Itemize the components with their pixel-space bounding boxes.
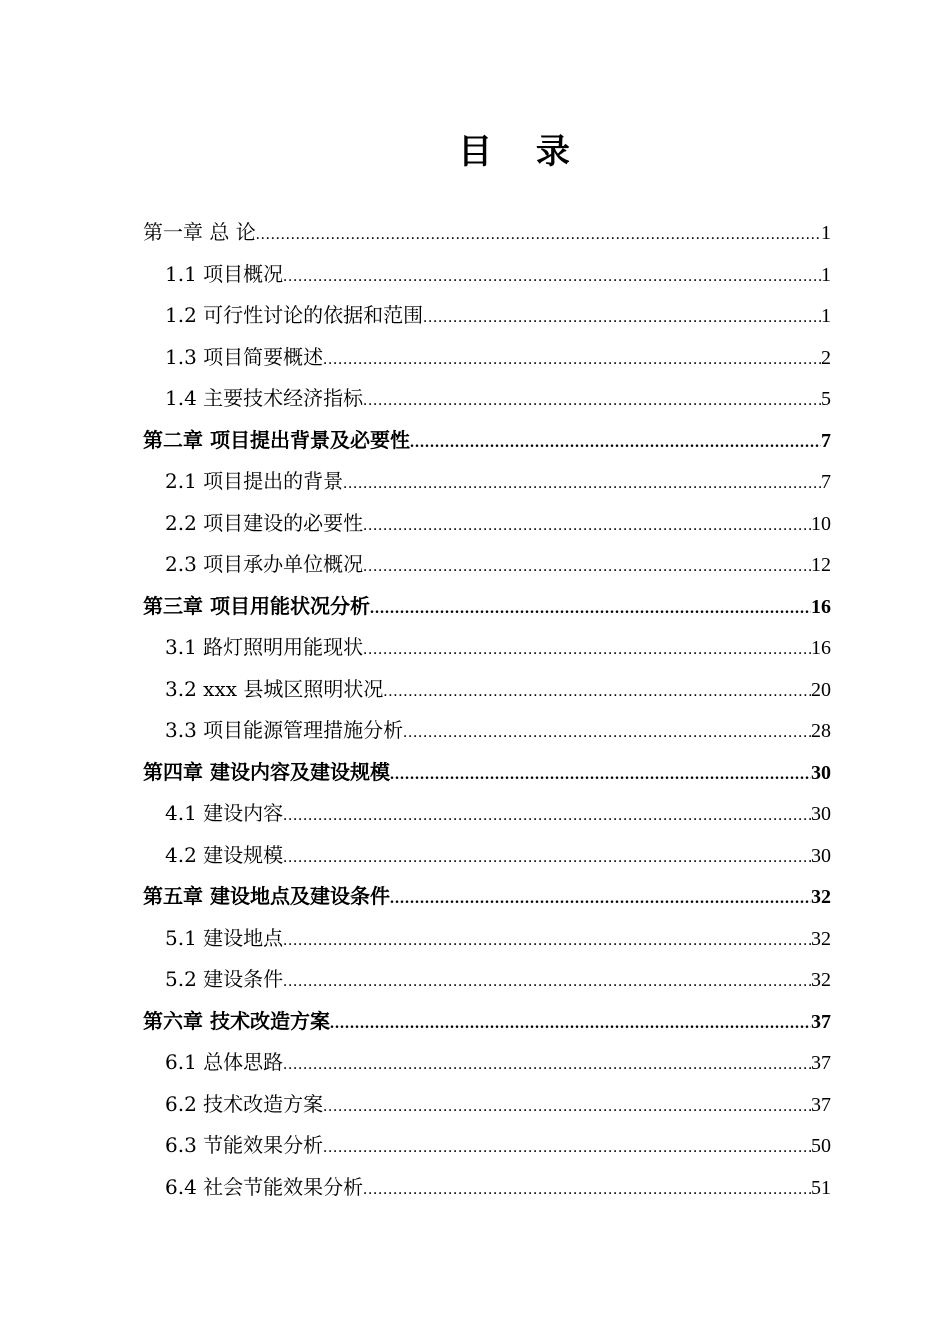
toc-entry-chapter-3[interactable] — [143, 586, 831, 628]
toc-entry-label: 第四章 建设内容及建设规模 — [143, 759, 390, 784]
toc-entry-chapter-1[interactable] — [143, 212, 831, 254]
toc-entry-section-4-1[interactable] — [143, 793, 831, 835]
toc-entry-label: 5.2 建设条件 — [165, 967, 284, 991]
toc-page-number: 2 — [821, 346, 831, 369]
toc-entry-label: 6.3 节能效果分析 — [165, 1133, 324, 1157]
toc-entry-label: 2.2 项目建设的必要性 — [165, 510, 364, 535]
toc-dot-leader — [370, 588, 811, 630]
toc-entry-section-3-3[interactable] — [143, 710, 831, 752]
toc-entry-section-2-1[interactable] — [143, 461, 831, 503]
toc-page-number: 1 — [821, 305, 831, 327]
toc-dot-leader — [363, 380, 821, 422]
toc-entry-label: 3.1 路灯照明用能现状 — [165, 635, 364, 659]
toc-entry-section-4-2[interactable] — [143, 835, 831, 877]
toc-dot-leader — [363, 629, 811, 671]
toc-entry-label: 3.2 xxx 县城区照明状况 — [165, 676, 384, 701]
toc-page-number: 32 — [811, 927, 831, 950]
toc-entry-label: 1.1 项目概况 — [165, 261, 284, 286]
toc-dot-leader — [283, 961, 811, 1003]
toc-page-number: 37 — [811, 1093, 831, 1116]
toc-entry-section-1-2[interactable] — [143, 295, 831, 337]
toc-entry-chapter-4[interactable] — [143, 752, 831, 794]
toc-page-number: 32 — [811, 969, 831, 991]
toc-dot-leader — [403, 712, 811, 754]
toc-page-number: 16 — [811, 595, 831, 618]
toc-entry-label: 1.2 可行性讨论的依据和范围 — [165, 303, 424, 327]
toc-entry-label: 4.1 建设内容 — [165, 801, 284, 825]
toc-entry-section-5-2[interactable] — [143, 959, 831, 1001]
toc-entry-label: 3.3 项目能源管理措施分析 — [165, 718, 404, 742]
toc-entry-label: 6.2 技术改造方案 — [165, 1091, 324, 1116]
toc-entry-chapter-5[interactable] — [143, 876, 831, 918]
toc-entry-section-2-2[interactable] — [143, 503, 831, 545]
toc-entry-chapter-2[interactable] — [143, 420, 831, 462]
toc-dot-leader — [283, 256, 821, 298]
toc-entry-label: 第六章 技术改造方案 — [143, 1008, 330, 1033]
toc-dot-leader — [363, 505, 811, 547]
toc-dot-leader — [423, 297, 821, 339]
toc-entry-label: 6.1 总体思路 — [165, 1050, 284, 1074]
toc-dot-leader — [363, 546, 811, 588]
toc-entry-label: 1.4 主要技术经济指标 — [165, 386, 364, 410]
toc-page-number: 7 — [821, 471, 831, 493]
toc-dot-leader — [283, 920, 811, 962]
toc-dot-leader — [283, 1044, 811, 1086]
toc-page-number: 28 — [811, 720, 831, 742]
toc-page-number: 30 — [811, 844, 831, 867]
toc-entry-section-1-1[interactable] — [143, 254, 831, 296]
toc-page-number: 51 — [811, 1176, 831, 1199]
toc-dot-leader — [363, 1169, 811, 1211]
table-of-contents — [143, 212, 831, 1208]
toc-dot-leader — [343, 463, 821, 505]
toc-entry-section-1-4[interactable] — [143, 378, 831, 420]
toc-page-number: 37 — [811, 1052, 831, 1074]
toc-page-number: 1 — [821, 263, 831, 286]
toc-entry-section-6-1[interactable] — [143, 1042, 831, 1084]
toc-entry-section-6-3[interactable] — [143, 1125, 831, 1167]
toc-entry-section-5-1[interactable] — [143, 918, 831, 960]
toc-entry-label: 4.2 建设规模 — [165, 842, 284, 867]
toc-dot-leader — [410, 422, 821, 464]
toc-dot-leader — [330, 1003, 811, 1045]
toc-entry-section-3-2[interactable] — [143, 669, 831, 711]
toc-page-number: 32 — [811, 886, 831, 908]
toc-dot-leader — [390, 878, 811, 920]
toc-entry-section-6-2[interactable] — [143, 1084, 831, 1126]
toc-page-number: 5 — [821, 388, 831, 410]
toc-page-number: 37 — [811, 1010, 831, 1033]
toc-entry-label: 第五章 建设地点及建设条件 — [143, 884, 390, 908]
toc-dot-leader — [390, 754, 811, 796]
toc-dot-leader — [383, 671, 811, 713]
toc-entry-section-3-1[interactable] — [143, 627, 831, 669]
toc-dot-leader — [283, 795, 811, 837]
toc-entry-label: 6.4 社会节能效果分析 — [165, 1174, 364, 1199]
toc-entry-label: 第一章 总 论 — [143, 220, 256, 244]
page-title: 目 录 — [458, 132, 586, 172]
toc-page-number: 10 — [811, 512, 831, 535]
toc-entry-chapter-6[interactable] — [143, 1001, 831, 1043]
toc-entry-label: 2.3 项目承办单位概况 — [165, 552, 364, 576]
toc-dot-leader — [283, 837, 811, 879]
toc-dot-leader — [256, 214, 821, 256]
toc-page-number: 50 — [811, 1135, 831, 1157]
toc-dot-leader — [323, 339, 821, 381]
toc-entry-label: 2.1 项目提出的背景 — [165, 469, 344, 493]
toc-entry-label: 1.3 项目简要概述 — [165, 344, 324, 369]
toc-page-number: 16 — [811, 637, 831, 659]
toc-page-number: 7 — [821, 429, 831, 452]
toc-dot-leader — [323, 1086, 811, 1128]
toc-entry-label: 第二章 项目提出背景及必要性 — [143, 427, 410, 452]
toc-page-number: 20 — [811, 678, 831, 701]
toc-entry-section-6-4[interactable] — [143, 1167, 831, 1209]
toc-dot-leader — [323, 1127, 811, 1169]
toc-page-number: 30 — [811, 761, 831, 784]
toc-page-number: 12 — [811, 554, 831, 576]
toc-entry-label: 第三章 项目用能状况分析 — [143, 593, 370, 618]
toc-entry-section-1-3[interactable] — [143, 337, 831, 379]
toc-page-number: 30 — [811, 803, 831, 825]
toc-page-number: 1 — [821, 222, 831, 244]
toc-entry-label: 5.1 建设地点 — [165, 925, 284, 950]
toc-entry-section-2-3[interactable] — [143, 544, 831, 586]
